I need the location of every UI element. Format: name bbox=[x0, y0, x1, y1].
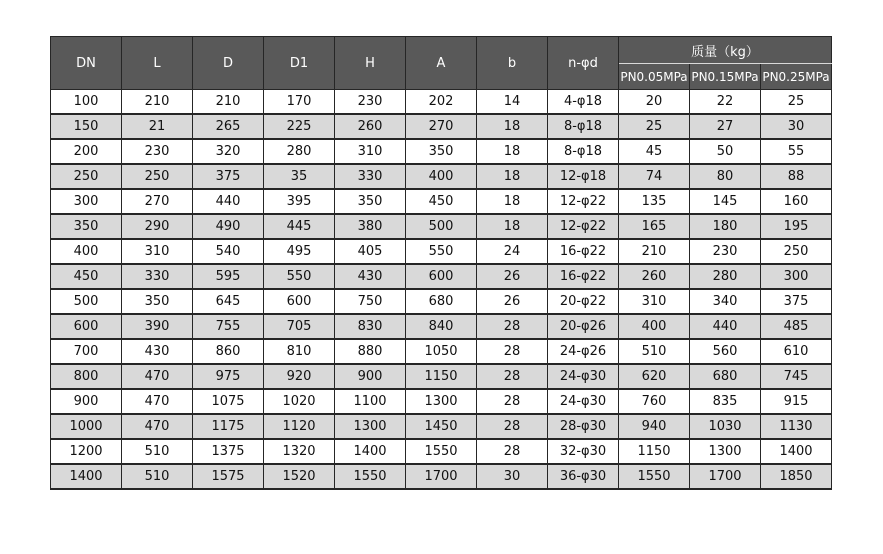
cell-l: 350 bbox=[122, 289, 193, 314]
cell-h: 1300 bbox=[335, 414, 406, 439]
cell-l: 510 bbox=[122, 464, 193, 489]
table-row bbox=[51, 189, 832, 214]
cell-h: 260 bbox=[335, 114, 406, 139]
cell-mass-pn025: 915 bbox=[761, 389, 832, 414]
cell-b: 26 bbox=[477, 264, 548, 289]
table-row bbox=[51, 289, 832, 314]
cell-h: 405 bbox=[335, 239, 406, 264]
table-row bbox=[51, 164, 832, 189]
cell-mass-pn015: 1300 bbox=[690, 439, 761, 464]
cell-d1: 1020 bbox=[264, 389, 335, 414]
header-mass-group: 质量（kg） bbox=[619, 37, 832, 64]
cell-h: 330 bbox=[335, 164, 406, 189]
cell-d1: 170 bbox=[264, 90, 335, 115]
header-d: D bbox=[193, 37, 264, 90]
cell-h: 230 bbox=[335, 90, 406, 115]
cell-b: 18 bbox=[477, 214, 548, 239]
cell-d1: 705 bbox=[264, 314, 335, 339]
cell-b: 14 bbox=[477, 90, 548, 115]
cell-b: 28 bbox=[477, 414, 548, 439]
cell-h: 880 bbox=[335, 339, 406, 364]
cell-dn: 350 bbox=[51, 214, 122, 239]
cell-d1: 600 bbox=[264, 289, 335, 314]
cell-n-phi-d: 20-φ26 bbox=[548, 314, 619, 339]
header-h: H bbox=[335, 37, 406, 90]
cell-d: 860 bbox=[193, 339, 264, 364]
cell-d: 265 bbox=[193, 114, 264, 139]
cell-a: 680 bbox=[406, 289, 477, 314]
cell-d: 375 bbox=[193, 164, 264, 189]
cell-h: 430 bbox=[335, 264, 406, 289]
cell-a: 550 bbox=[406, 239, 477, 264]
cell-mass-pn015: 280 bbox=[690, 264, 761, 289]
cell-mass-pn025: 610 bbox=[761, 339, 832, 364]
cell-mass-pn015: 835 bbox=[690, 389, 761, 414]
cell-l: 290 bbox=[122, 214, 193, 239]
cell-mass-pn005: 310 bbox=[619, 289, 690, 314]
cell-l: 470 bbox=[122, 414, 193, 439]
cell-d: 210 bbox=[193, 90, 264, 115]
header-pn025: PN0.25MPa bbox=[761, 64, 832, 90]
cell-mass-pn005: 135 bbox=[619, 189, 690, 214]
cell-l: 270 bbox=[122, 189, 193, 214]
cell-d: 755 bbox=[193, 314, 264, 339]
table-row bbox=[51, 114, 832, 139]
cell-mass-pn005: 210 bbox=[619, 239, 690, 264]
cell-mass-pn015: 145 bbox=[690, 189, 761, 214]
cell-mass-pn015: 440 bbox=[690, 314, 761, 339]
table-row bbox=[51, 239, 832, 264]
cell-l: 210 bbox=[122, 90, 193, 115]
cell-mass-pn025: 375 bbox=[761, 289, 832, 314]
cell-mass-pn005: 760 bbox=[619, 389, 690, 414]
cell-d: 320 bbox=[193, 139, 264, 164]
cell-b: 28 bbox=[477, 389, 548, 414]
cell-mass-pn015: 27 bbox=[690, 114, 761, 139]
cell-b: 28 bbox=[477, 339, 548, 364]
cell-h: 750 bbox=[335, 289, 406, 314]
cell-d: 540 bbox=[193, 239, 264, 264]
cell-dn: 800 bbox=[51, 364, 122, 389]
cell-n-phi-d: 24-φ30 bbox=[548, 364, 619, 389]
cell-h: 1100 bbox=[335, 389, 406, 414]
cell-dn: 450 bbox=[51, 264, 122, 289]
cell-mass-pn015: 50 bbox=[690, 139, 761, 164]
cell-dn: 700 bbox=[51, 339, 122, 364]
cell-b: 28 bbox=[477, 439, 548, 464]
cell-mass-pn005: 620 bbox=[619, 364, 690, 389]
cell-dn: 900 bbox=[51, 389, 122, 414]
cell-mass-pn025: 195 bbox=[761, 214, 832, 239]
cell-mass-pn025: 1850 bbox=[761, 464, 832, 489]
cell-l: 230 bbox=[122, 139, 193, 164]
cell-d1: 395 bbox=[264, 189, 335, 214]
table-row bbox=[51, 464, 832, 489]
cell-a: 1150 bbox=[406, 364, 477, 389]
cell-a: 1050 bbox=[406, 339, 477, 364]
table-row bbox=[51, 214, 832, 239]
cell-d1: 550 bbox=[264, 264, 335, 289]
header-d1: D1 bbox=[264, 37, 335, 90]
cell-mass-pn025: 250 bbox=[761, 239, 832, 264]
table-row bbox=[51, 90, 832, 115]
cell-d1: 1120 bbox=[264, 414, 335, 439]
cell-mass-pn015: 230 bbox=[690, 239, 761, 264]
cell-n-phi-d: 20-φ22 bbox=[548, 289, 619, 314]
cell-d1: 445 bbox=[264, 214, 335, 239]
cell-n-phi-d: 4-φ18 bbox=[548, 90, 619, 115]
cell-d1: 495 bbox=[264, 239, 335, 264]
cell-a: 600 bbox=[406, 264, 477, 289]
cell-dn: 150 bbox=[51, 114, 122, 139]
header-pn005: PN0.05MPa bbox=[619, 64, 690, 90]
cell-mass-pn005: 1150 bbox=[619, 439, 690, 464]
cell-dn: 500 bbox=[51, 289, 122, 314]
cell-dn: 200 bbox=[51, 139, 122, 164]
cell-mass-pn025: 1400 bbox=[761, 439, 832, 464]
cell-mass-pn005: 1550 bbox=[619, 464, 690, 489]
cell-l: 430 bbox=[122, 339, 193, 364]
cell-h: 830 bbox=[335, 314, 406, 339]
cell-a: 400 bbox=[406, 164, 477, 189]
cell-mass-pn015: 1700 bbox=[690, 464, 761, 489]
cell-d: 1175 bbox=[193, 414, 264, 439]
cell-n-phi-d: 24-φ26 bbox=[548, 339, 619, 364]
cell-dn: 1400 bbox=[51, 464, 122, 489]
cell-n-phi-d: 12-φ22 bbox=[548, 189, 619, 214]
cell-b: 28 bbox=[477, 364, 548, 389]
cell-n-phi-d: 12-φ18 bbox=[548, 164, 619, 189]
cell-b: 18 bbox=[477, 114, 548, 139]
cell-d: 1375 bbox=[193, 439, 264, 464]
header-l: L bbox=[122, 37, 193, 90]
cell-n-phi-d: 24-φ30 bbox=[548, 389, 619, 414]
cell-mass-pn005: 45 bbox=[619, 139, 690, 164]
table-header bbox=[51, 37, 832, 90]
cell-n-phi-d: 8-φ18 bbox=[548, 114, 619, 139]
cell-d: 440 bbox=[193, 189, 264, 214]
cell-n-phi-d: 8-φ18 bbox=[548, 139, 619, 164]
cell-mass-pn005: 25 bbox=[619, 114, 690, 139]
cell-mass-pn025: 160 bbox=[761, 189, 832, 214]
cell-l: 470 bbox=[122, 364, 193, 389]
cell-n-phi-d: 32-φ30 bbox=[548, 439, 619, 464]
cell-n-phi-d: 36-φ30 bbox=[548, 464, 619, 489]
table-row bbox=[51, 314, 832, 339]
cell-d: 490 bbox=[193, 214, 264, 239]
cell-h: 900 bbox=[335, 364, 406, 389]
cell-h: 350 bbox=[335, 189, 406, 214]
cell-a: 1550 bbox=[406, 439, 477, 464]
cell-n-phi-d: 28-φ30 bbox=[548, 414, 619, 439]
cell-h: 1400 bbox=[335, 439, 406, 464]
cell-d: 595 bbox=[193, 264, 264, 289]
header-pn015: PN0.15MPa bbox=[690, 64, 761, 90]
cell-h: 310 bbox=[335, 139, 406, 164]
table-row bbox=[51, 339, 832, 364]
cell-dn: 1200 bbox=[51, 439, 122, 464]
cell-mass-pn005: 400 bbox=[619, 314, 690, 339]
cell-mass-pn005: 165 bbox=[619, 214, 690, 239]
cell-n-phi-d: 16-φ22 bbox=[548, 239, 619, 264]
cell-b: 24 bbox=[477, 239, 548, 264]
cell-l: 330 bbox=[122, 264, 193, 289]
cell-l: 250 bbox=[122, 164, 193, 189]
spec-table-container bbox=[50, 36, 832, 490]
table-row bbox=[51, 264, 832, 289]
cell-mass-pn005: 940 bbox=[619, 414, 690, 439]
table-row bbox=[51, 414, 832, 439]
cell-b: 18 bbox=[477, 189, 548, 214]
cell-mass-pn025: 745 bbox=[761, 364, 832, 389]
cell-a: 450 bbox=[406, 189, 477, 214]
cell-mass-pn015: 80 bbox=[690, 164, 761, 189]
cell-mass-pn015: 560 bbox=[690, 339, 761, 364]
cell-d: 1575 bbox=[193, 464, 264, 489]
dimension-table bbox=[50, 36, 832, 490]
cell-n-phi-d: 12-φ22 bbox=[548, 214, 619, 239]
cell-b: 18 bbox=[477, 164, 548, 189]
cell-l: 310 bbox=[122, 239, 193, 264]
cell-dn: 400 bbox=[51, 239, 122, 264]
cell-d1: 1520 bbox=[264, 464, 335, 489]
cell-mass-pn005: 74 bbox=[619, 164, 690, 189]
cell-mass-pn005: 20 bbox=[619, 90, 690, 115]
cell-a: 840 bbox=[406, 314, 477, 339]
cell-mass-pn025: 485 bbox=[761, 314, 832, 339]
cell-mass-pn025: 300 bbox=[761, 264, 832, 289]
cell-d1: 225 bbox=[264, 114, 335, 139]
cell-mass-pn015: 22 bbox=[690, 90, 761, 115]
cell-l: 390 bbox=[122, 314, 193, 339]
cell-dn: 250 bbox=[51, 164, 122, 189]
cell-d1: 810 bbox=[264, 339, 335, 364]
cell-d: 645 bbox=[193, 289, 264, 314]
table-row bbox=[51, 389, 832, 414]
cell-a: 350 bbox=[406, 139, 477, 164]
table-row bbox=[51, 139, 832, 164]
header-b: b bbox=[477, 37, 548, 90]
cell-a: 202 bbox=[406, 90, 477, 115]
cell-l: 510 bbox=[122, 439, 193, 464]
cell-mass-pn025: 1130 bbox=[761, 414, 832, 439]
cell-a: 1300 bbox=[406, 389, 477, 414]
header-a: A bbox=[406, 37, 477, 90]
cell-l: 21 bbox=[122, 114, 193, 139]
cell-b: 18 bbox=[477, 139, 548, 164]
cell-d: 975 bbox=[193, 364, 264, 389]
cell-h: 1550 bbox=[335, 464, 406, 489]
cell-a: 1700 bbox=[406, 464, 477, 489]
cell-b: 26 bbox=[477, 289, 548, 314]
cell-dn: 100 bbox=[51, 90, 122, 115]
cell-mass-pn015: 340 bbox=[690, 289, 761, 314]
cell-mass-pn025: 55 bbox=[761, 139, 832, 164]
cell-mass-pn015: 680 bbox=[690, 364, 761, 389]
cell-mass-pn025: 25 bbox=[761, 90, 832, 115]
table-row bbox=[51, 364, 832, 389]
cell-dn: 600 bbox=[51, 314, 122, 339]
cell-d1: 920 bbox=[264, 364, 335, 389]
cell-mass-pn015: 1030 bbox=[690, 414, 761, 439]
cell-a: 1450 bbox=[406, 414, 477, 439]
cell-d1: 1320 bbox=[264, 439, 335, 464]
cell-mass-pn005: 260 bbox=[619, 264, 690, 289]
cell-n-phi-d: 16-φ22 bbox=[548, 264, 619, 289]
cell-a: 270 bbox=[406, 114, 477, 139]
cell-mass-pn025: 30 bbox=[761, 114, 832, 139]
header-n-phi-d: n-φd bbox=[548, 37, 619, 90]
cell-d1: 35 bbox=[264, 164, 335, 189]
cell-d1: 280 bbox=[264, 139, 335, 164]
table-row bbox=[51, 439, 832, 464]
cell-mass-pn015: 180 bbox=[690, 214, 761, 239]
cell-d: 1075 bbox=[193, 389, 264, 414]
cell-l: 470 bbox=[122, 389, 193, 414]
cell-b: 30 bbox=[477, 464, 548, 489]
table-body bbox=[51, 90, 832, 490]
cell-mass-pn025: 88 bbox=[761, 164, 832, 189]
cell-dn: 1000 bbox=[51, 414, 122, 439]
header-dn: DN bbox=[51, 37, 122, 90]
cell-mass-pn005: 510 bbox=[619, 339, 690, 364]
cell-b: 28 bbox=[477, 314, 548, 339]
cell-dn: 300 bbox=[51, 189, 122, 214]
cell-h: 380 bbox=[335, 214, 406, 239]
cell-a: 500 bbox=[406, 214, 477, 239]
